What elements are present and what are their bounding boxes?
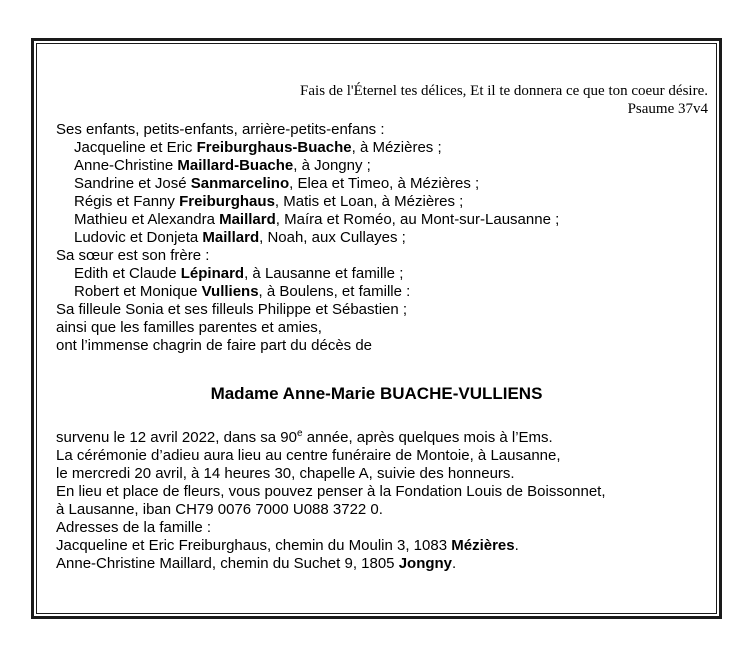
family-list (56, 121, 706, 355)
list-item: Sandrine et José Sanmarcelino, Elea et Timeo, à Mézières ; (74, 175, 480, 192)
list-item: Robert et Monique Vulliens, à Boulens, et famille : (74, 283, 411, 300)
address-line: Anne-Christine Maillard, chemin du Suchet 9, 1805 Jongny. (56, 555, 457, 572)
epigraph-reference: Psaume 37v4 (627, 101, 708, 117)
donation-line-1: En lieu et place de fleurs, vous pouvez penser à la Fondation Louis de Boissonnet, (56, 483, 606, 500)
announcement-line: ont l’immense chagrin de faire part du décès de (56, 337, 373, 354)
address-line: Jacqueline et Eric Freiburghaus, chemin du Moulin 3, 1083 Mézières. (56, 537, 519, 554)
details-block (56, 429, 706, 573)
list-item: Ludovic et Donjeta Maillard, Noah, aux Cullayes ; (74, 229, 406, 246)
list-item: Régis et Fanny Freiburghaus, Matis et Loan, à Mézières ; (74, 193, 464, 210)
relatives-line: ainsi que les familles parentes et amies, (56, 319, 322, 336)
sibling-intro: Sa sœur est son frère : (56, 247, 210, 264)
ceremony-line-1: La cérémonie d’adieu aura lieu au centre funéraire de Montoie, à Lausanne, (56, 447, 561, 464)
list-item: Mathieu et Alexandra Maillard, Maíra et Roméo, au Mont-sur-Lausanne ; (74, 211, 560, 228)
epigraph (300, 82, 708, 118)
ceremony-line-2: le mercredi 20 avril, à 14 heures 30, chapelle A, suivie des honneurs. (56, 465, 515, 482)
list-item: Edith et Claude Lépinard, à Lausanne et famille ; (74, 265, 404, 282)
list-item: Jacqueline et Eric Freiburghaus-Buache, à Mézières ; (74, 139, 442, 156)
addresses-intro: Adresses de la famille : (56, 519, 212, 536)
donation-line-2: à Lausanne, iban CH79 0076 7000 U088 3722 0. (56, 501, 383, 518)
death-line: survenu le 12 avril 2022, dans sa 90e année, après quelques mois à l’Ems. (56, 428, 553, 446)
godchildren-line: Sa filleule Sonia et ses filleuls Philippe et Sébastien ; (56, 301, 408, 318)
deceased-name: Madame Anne-Marie BUACHE-VULLIENS (210, 384, 543, 403)
list-item: Anne-Christine Maillard-Buache, à Jongny ; (74, 157, 371, 174)
family-intro: Ses enfants, petits-enfants, arrière-petits-enfans : (56, 121, 385, 138)
epigraph-verse: Fais de l'Éternel tes délices, Et il te donnera ce que ton coeur désire. (300, 83, 708, 99)
